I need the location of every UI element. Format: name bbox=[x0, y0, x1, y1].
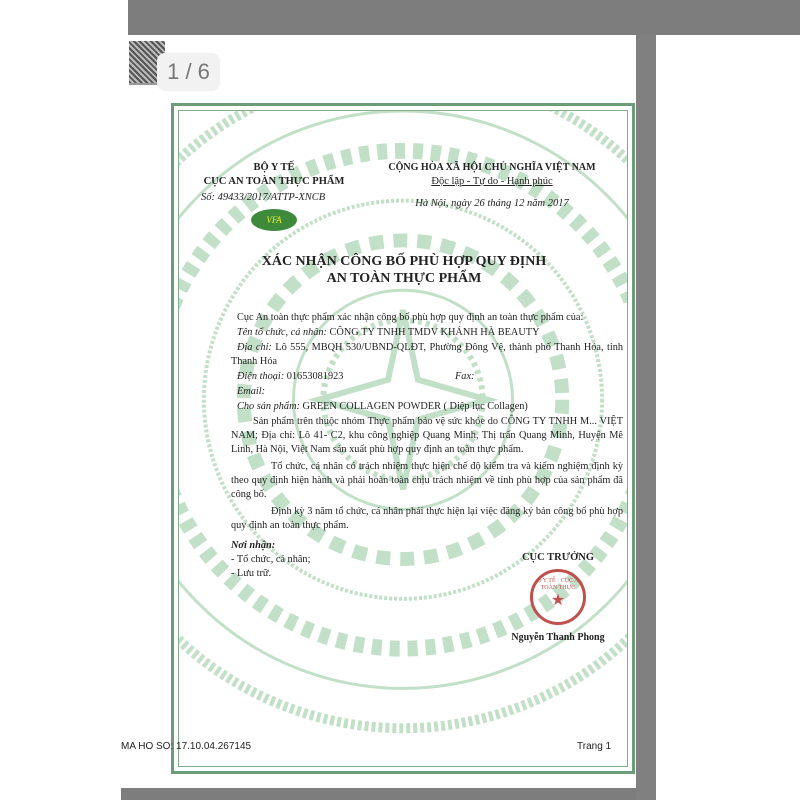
country-name: CỘNG HÒA XÃ HỘI CHỦ NGHĨA VIỆT NAM bbox=[388, 162, 596, 173]
recipients-label: Nơi nhận: bbox=[231, 540, 276, 551]
certificate-page bbox=[171, 103, 635, 774]
paragraph-renewal: Định kỳ 3 năm tổ chức, cá nhân phải thực hiện lại việc đăng ký bản công bố phù hợp quy định an toàn thực phẩm. bbox=[231, 506, 623, 531]
product-value: GREEN COLLAGEN POWDER ( Diệp lục Collagen) bbox=[299, 401, 528, 412]
national-motto: Độc lập - Tự do - Hạnh phúc bbox=[431, 176, 553, 187]
address-label: Địa chỉ: bbox=[237, 342, 272, 353]
signer-name: Nguyễn Thanh Phong bbox=[511, 632, 605, 643]
vfa-logo: VFA bbox=[251, 209, 297, 231]
recipient-item: - Tổ chức, cá nhân; bbox=[231, 554, 311, 565]
viewer-top-bar bbox=[128, 0, 800, 35]
fax-label: Fax: bbox=[455, 371, 475, 382]
document-title-2: AN TOÀN THỰC PHẨM bbox=[326, 271, 482, 286]
paragraph-manufacturer: Sản phẩm trên thuộc nhóm Thực phẩm bảo vệ sức khỏe do CÔNG TY TNHH M... VIỆT NAM; Địa chỉ: Lô 41- C2, khu công nghiệp Quang Minh, Thị trấn Quang Minh, Huyện Mê Linh, Hà Nội, Việt Nam sản xuất phù hợp quy định an toàn thực phẩm. bbox=[231, 416, 623, 455]
official-stamp: BỘ Y TẾ · CỤC AN TOÀN THỰC ★ bbox=[530, 569, 586, 625]
org-label: Tên tổ chức, cá nhân: bbox=[237, 327, 327, 338]
address-value: Lô 555, MBQH 530/UBND-QLĐT, Phường Đông Vệ, thành phố Thanh Hóa, tỉnh Thanh Hóa bbox=[231, 342, 623, 367]
page-number: Trang 1 bbox=[577, 741, 612, 752]
next-page-edge bbox=[121, 788, 636, 800]
phone-label: Điện thoại: bbox=[237, 371, 285, 382]
phone-value: 01653081923 bbox=[284, 371, 344, 382]
email-label: Email: bbox=[237, 386, 266, 397]
document-title: XÁC NHẬN CÔNG BỐ PHÙ HỢP QUY ĐỊNH bbox=[261, 254, 547, 269]
page-indicator: 1 / 6 bbox=[157, 53, 220, 91]
ministry-name: BỘ Y TẾ bbox=[253, 162, 295, 173]
product-label: Cho sản phẩm: bbox=[237, 401, 300, 412]
recipient-item: - Lưu trữ. bbox=[231, 568, 272, 579]
intro-text: Cục An toàn thực phẩm xác nhận công bố phù hợp quy định an toàn thực phẩm của: bbox=[237, 312, 584, 323]
viewer-scrollbar[interactable] bbox=[636, 35, 656, 800]
document-number: Số: 49433/2017/ATTP-XNCB bbox=[201, 192, 326, 203]
dossier-code: MA HO SO: 17.10.04.267145 bbox=[121, 741, 252, 752]
agency-name: CỤC AN TOÀN THỰC PHẨM bbox=[203, 176, 345, 187]
paragraph-responsibility: Tổ chức, cá nhân có trách nhiệm thực hiện chế độ kiểm tra và kiểm nghiệm định kỳ theo quy định hiện hành và phải hoàn toàn chịu trách nhiệm về tính phù hợp của sản phẩm đã công bố. bbox=[231, 461, 623, 500]
document-body bbox=[231, 311, 623, 645]
issue-date: Hà Nội, ngày 26 tháng 12 năm 2017 bbox=[415, 198, 569, 209]
org-value: CÔNG TY TNHH TMDV KHÁNH HÀ BEAUTY bbox=[326, 327, 540, 338]
signer-title: CỤC TRƯỞNG bbox=[521, 552, 595, 563]
